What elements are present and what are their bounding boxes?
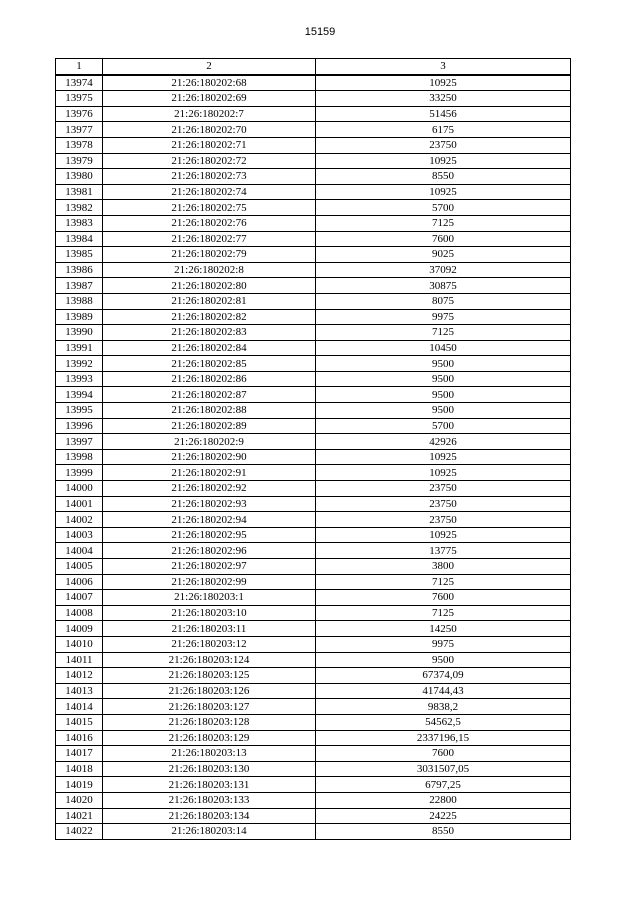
cadastral-number-cell: 21:26:180203:125 xyxy=(103,668,316,684)
table-row xyxy=(56,527,571,543)
value-cell: 9975 xyxy=(316,636,571,652)
row-number-cell: 14015 xyxy=(56,714,103,730)
value-cell: 7125 xyxy=(316,215,571,231)
table-row xyxy=(56,683,571,699)
cadastral-number-cell: 21:26:180202:70 xyxy=(103,122,316,138)
row-number-cell: 13994 xyxy=(56,387,103,403)
cadastral-number-cell: 21:26:180202:93 xyxy=(103,496,316,512)
cadastral-number-cell: 21:26:180202:7 xyxy=(103,106,316,122)
table-body xyxy=(56,75,571,840)
cadastral-number-cell: 21:26:180202:92 xyxy=(103,481,316,497)
row-number-cell: 14012 xyxy=(56,668,103,684)
table-row xyxy=(56,792,571,808)
row-number-cell: 14005 xyxy=(56,559,103,575)
row-number-cell: 13997 xyxy=(56,434,103,450)
table-row xyxy=(56,668,571,684)
cadastral-number-cell: 21:26:180202:8 xyxy=(103,262,316,278)
table-row xyxy=(56,761,571,777)
value-cell: 7125 xyxy=(316,325,571,341)
row-number-cell: 13998 xyxy=(56,449,103,465)
data-table xyxy=(55,58,571,840)
row-number-cell: 13991 xyxy=(56,340,103,356)
value-cell: 41744,43 xyxy=(316,683,571,699)
row-number-cell: 14003 xyxy=(56,527,103,543)
table-row xyxy=(56,621,571,637)
table-row xyxy=(56,714,571,730)
table-row xyxy=(56,699,571,715)
table-row xyxy=(56,106,571,122)
cadastral-number-cell: 21:26:180202:71 xyxy=(103,137,316,153)
row-number-cell: 13981 xyxy=(56,184,103,200)
value-cell: 5700 xyxy=(316,200,571,216)
value-cell: 10450 xyxy=(316,340,571,356)
row-number-cell: 14001 xyxy=(56,496,103,512)
row-number-cell: 13979 xyxy=(56,153,103,169)
value-cell: 10925 xyxy=(316,465,571,481)
value-cell: 10925 xyxy=(316,153,571,169)
table-header-row xyxy=(56,59,571,75)
cadastral-number-cell: 21:26:180202:96 xyxy=(103,543,316,559)
column-header-2: 2 xyxy=(103,59,316,75)
value-cell: 7125 xyxy=(316,574,571,590)
cadastral-number-cell: 21:26:180202:86 xyxy=(103,371,316,387)
column-header-3: 3 xyxy=(316,59,571,75)
value-cell: 9500 xyxy=(316,652,571,668)
value-cell: 10925 xyxy=(316,184,571,200)
value-cell: 10925 xyxy=(316,75,571,91)
cadastral-number-cell: 21:26:180203:12 xyxy=(103,636,316,652)
table-row xyxy=(56,418,571,434)
row-number-cell: 13975 xyxy=(56,91,103,107)
cadastral-number-cell: 21:26:180203:130 xyxy=(103,761,316,777)
table-row xyxy=(56,449,571,465)
cadastral-number-cell: 21:26:180202:88 xyxy=(103,403,316,419)
value-cell: 54562,5 xyxy=(316,714,571,730)
value-cell: 7600 xyxy=(316,231,571,247)
row-number-cell: 14013 xyxy=(56,683,103,699)
cadastral-number-cell: 21:26:180202:95 xyxy=(103,527,316,543)
value-cell: 23750 xyxy=(316,137,571,153)
value-cell: 7600 xyxy=(316,590,571,606)
cadastral-number-cell: 21:26:180202:84 xyxy=(103,340,316,356)
cadastral-number-cell: 21:26:180202:69 xyxy=(103,91,316,107)
cadastral-number-cell: 21:26:180202:97 xyxy=(103,559,316,575)
value-cell: 8550 xyxy=(316,824,571,840)
table-row xyxy=(56,636,571,652)
table-row xyxy=(56,496,571,512)
row-number-cell: 13982 xyxy=(56,200,103,216)
cadastral-number-cell: 21:26:180202:91 xyxy=(103,465,316,481)
value-cell: 14250 xyxy=(316,621,571,637)
table-row xyxy=(56,153,571,169)
row-number-cell: 13985 xyxy=(56,247,103,263)
table-row xyxy=(56,512,571,528)
cadastral-number-cell: 21:26:180202:68 xyxy=(103,75,316,91)
cadastral-number-cell: 21:26:180202:80 xyxy=(103,278,316,294)
cadastral-number-cell: 21:26:180202:83 xyxy=(103,325,316,341)
value-cell: 13775 xyxy=(316,543,571,559)
row-number-cell: 14002 xyxy=(56,512,103,528)
cadastral-number-cell: 21:26:180202:73 xyxy=(103,169,316,185)
row-number-cell: 14021 xyxy=(56,808,103,824)
value-cell: 3800 xyxy=(316,559,571,575)
table-row xyxy=(56,278,571,294)
table-row xyxy=(56,543,571,559)
row-number-cell: 13988 xyxy=(56,293,103,309)
cadastral-number-cell: 21:26:180203:14 xyxy=(103,824,316,840)
row-number-cell: 13983 xyxy=(56,215,103,231)
page-number: 15159 xyxy=(304,26,336,38)
value-cell: 9500 xyxy=(316,371,571,387)
cadastral-number-cell: 21:26:180202:89 xyxy=(103,418,316,434)
table-row xyxy=(56,247,571,263)
value-cell: 24225 xyxy=(316,808,571,824)
value-cell: 10925 xyxy=(316,449,571,465)
row-number-cell: 14000 xyxy=(56,481,103,497)
value-cell: 9838,2 xyxy=(316,699,571,715)
cadastral-number-cell: 21:26:180202:87 xyxy=(103,387,316,403)
value-cell: 7125 xyxy=(316,605,571,621)
cadastral-number-cell: 21:26:180203:129 xyxy=(103,730,316,746)
value-cell: 37092 xyxy=(316,262,571,278)
value-cell: 9975 xyxy=(316,309,571,325)
row-number-cell: 14016 xyxy=(56,730,103,746)
row-number-cell: 13984 xyxy=(56,231,103,247)
value-cell: 6175 xyxy=(316,122,571,138)
table-row xyxy=(56,184,571,200)
row-number-cell: 13996 xyxy=(56,418,103,434)
cadastral-number-cell: 21:26:180203:131 xyxy=(103,777,316,793)
table-row xyxy=(56,590,571,606)
value-cell: 51456 xyxy=(316,106,571,122)
row-number-cell: 14007 xyxy=(56,590,103,606)
cadastral-number-cell: 21:26:180202:90 xyxy=(103,449,316,465)
table-row xyxy=(56,605,571,621)
table-row xyxy=(56,746,571,762)
row-number-cell: 14010 xyxy=(56,636,103,652)
cadastral-number-cell: 21:26:180203:13 xyxy=(103,746,316,762)
row-number-cell: 13978 xyxy=(56,137,103,153)
cadastral-number-cell: 21:26:180203:128 xyxy=(103,714,316,730)
table-row xyxy=(56,262,571,278)
table-row xyxy=(56,777,571,793)
cadastral-number-cell: 21:26:180202:76 xyxy=(103,215,316,231)
row-number-cell: 14019 xyxy=(56,777,103,793)
row-number-cell: 14004 xyxy=(56,543,103,559)
row-number-cell: 14008 xyxy=(56,605,103,621)
value-cell: 3031507,05 xyxy=(316,761,571,777)
cadastral-number-cell: 21:26:180202:81 xyxy=(103,293,316,309)
value-cell: 9500 xyxy=(316,387,571,403)
value-cell: 7600 xyxy=(316,746,571,762)
table-row xyxy=(56,309,571,325)
cadastral-number-cell: 21:26:180202:99 xyxy=(103,574,316,590)
table-row xyxy=(56,340,571,356)
cadastral-number-cell: 21:26:180202:85 xyxy=(103,356,316,372)
value-cell: 33250 xyxy=(316,91,571,107)
table-row xyxy=(56,169,571,185)
row-number-cell: 14018 xyxy=(56,761,103,777)
row-number-cell: 14017 xyxy=(56,746,103,762)
value-cell: 8075 xyxy=(316,293,571,309)
table-row xyxy=(56,434,571,450)
cadastral-number-cell: 21:26:180203:127 xyxy=(103,699,316,715)
table-row xyxy=(56,652,571,668)
cadastral-number-cell: 21:26:180203:133 xyxy=(103,792,316,808)
row-number-cell: 13989 xyxy=(56,309,103,325)
row-number-cell: 14022 xyxy=(56,824,103,840)
row-number-cell: 14009 xyxy=(56,621,103,637)
table-row xyxy=(56,91,571,107)
table-row xyxy=(56,137,571,153)
value-cell: 10925 xyxy=(316,527,571,543)
value-cell: 9025 xyxy=(316,247,571,263)
table-row xyxy=(56,465,571,481)
table-row xyxy=(56,403,571,419)
cadastral-number-cell: 21:26:180203:134 xyxy=(103,808,316,824)
table-row xyxy=(56,481,571,497)
row-number-cell: 13976 xyxy=(56,106,103,122)
table-row xyxy=(56,293,571,309)
cadastral-number-cell: 21:26:180203:10 xyxy=(103,605,316,621)
cadastral-number-cell: 21:26:180202:82 xyxy=(103,309,316,325)
table-row xyxy=(56,200,571,216)
row-number-cell: 13992 xyxy=(56,356,103,372)
table-row xyxy=(56,559,571,575)
table-row xyxy=(56,231,571,247)
cadastral-number-cell: 21:26:180203:126 xyxy=(103,683,316,699)
value-cell: 2337196,15 xyxy=(316,730,571,746)
row-number-cell: 13980 xyxy=(56,169,103,185)
row-number-cell: 13995 xyxy=(56,403,103,419)
row-number-cell: 14011 xyxy=(56,652,103,668)
table-row xyxy=(56,824,571,840)
table-row xyxy=(56,215,571,231)
cadastral-number-cell: 21:26:180202:75 xyxy=(103,200,316,216)
table-row xyxy=(56,122,571,138)
value-cell: 5700 xyxy=(316,418,571,434)
value-cell: 23750 xyxy=(316,512,571,528)
row-number-cell: 13987 xyxy=(56,278,103,294)
cadastral-number-cell: 21:26:180202:9 xyxy=(103,434,316,450)
value-cell: 30875 xyxy=(316,278,571,294)
table-row xyxy=(56,356,571,372)
cadastral-number-cell: 21:26:180203:1 xyxy=(103,590,316,606)
row-number-cell: 14006 xyxy=(56,574,103,590)
cadastral-number-cell: 21:26:180202:72 xyxy=(103,153,316,169)
row-number-cell: 13977 xyxy=(56,122,103,138)
table-row xyxy=(56,574,571,590)
cadastral-number-cell: 21:26:180203:11 xyxy=(103,621,316,637)
cadastral-number-cell: 21:26:180202:79 xyxy=(103,247,316,263)
cadastral-number-cell: 21:26:180202:74 xyxy=(103,184,316,200)
table-row xyxy=(56,387,571,403)
row-number-cell: 14020 xyxy=(56,792,103,808)
row-number-cell: 13974 xyxy=(56,75,103,91)
value-cell: 8550 xyxy=(316,169,571,185)
row-number-cell: 13990 xyxy=(56,325,103,341)
row-number-cell: 14014 xyxy=(56,699,103,715)
value-cell: 23750 xyxy=(316,496,571,512)
value-cell: 22800 xyxy=(316,792,571,808)
row-number-cell: 13999 xyxy=(56,465,103,481)
table-row xyxy=(56,371,571,387)
value-cell: 23750 xyxy=(316,481,571,497)
row-number-cell: 13993 xyxy=(56,371,103,387)
column-header-1: 1 xyxy=(56,59,103,75)
table-row xyxy=(56,325,571,341)
table-row xyxy=(56,730,571,746)
cadastral-number-cell: 21:26:180202:94 xyxy=(103,512,316,528)
row-number-cell: 13986 xyxy=(56,262,103,278)
value-cell: 9500 xyxy=(316,403,571,419)
value-cell: 6797,25 xyxy=(316,777,571,793)
table-row xyxy=(56,808,571,824)
cadastral-number-cell: 21:26:180202:77 xyxy=(103,231,316,247)
value-cell: 42926 xyxy=(316,434,571,450)
value-cell: 67374,09 xyxy=(316,668,571,684)
cadastral-number-cell: 21:26:180203:124 xyxy=(103,652,316,668)
table-row xyxy=(56,75,571,91)
value-cell: 9500 xyxy=(316,356,571,372)
